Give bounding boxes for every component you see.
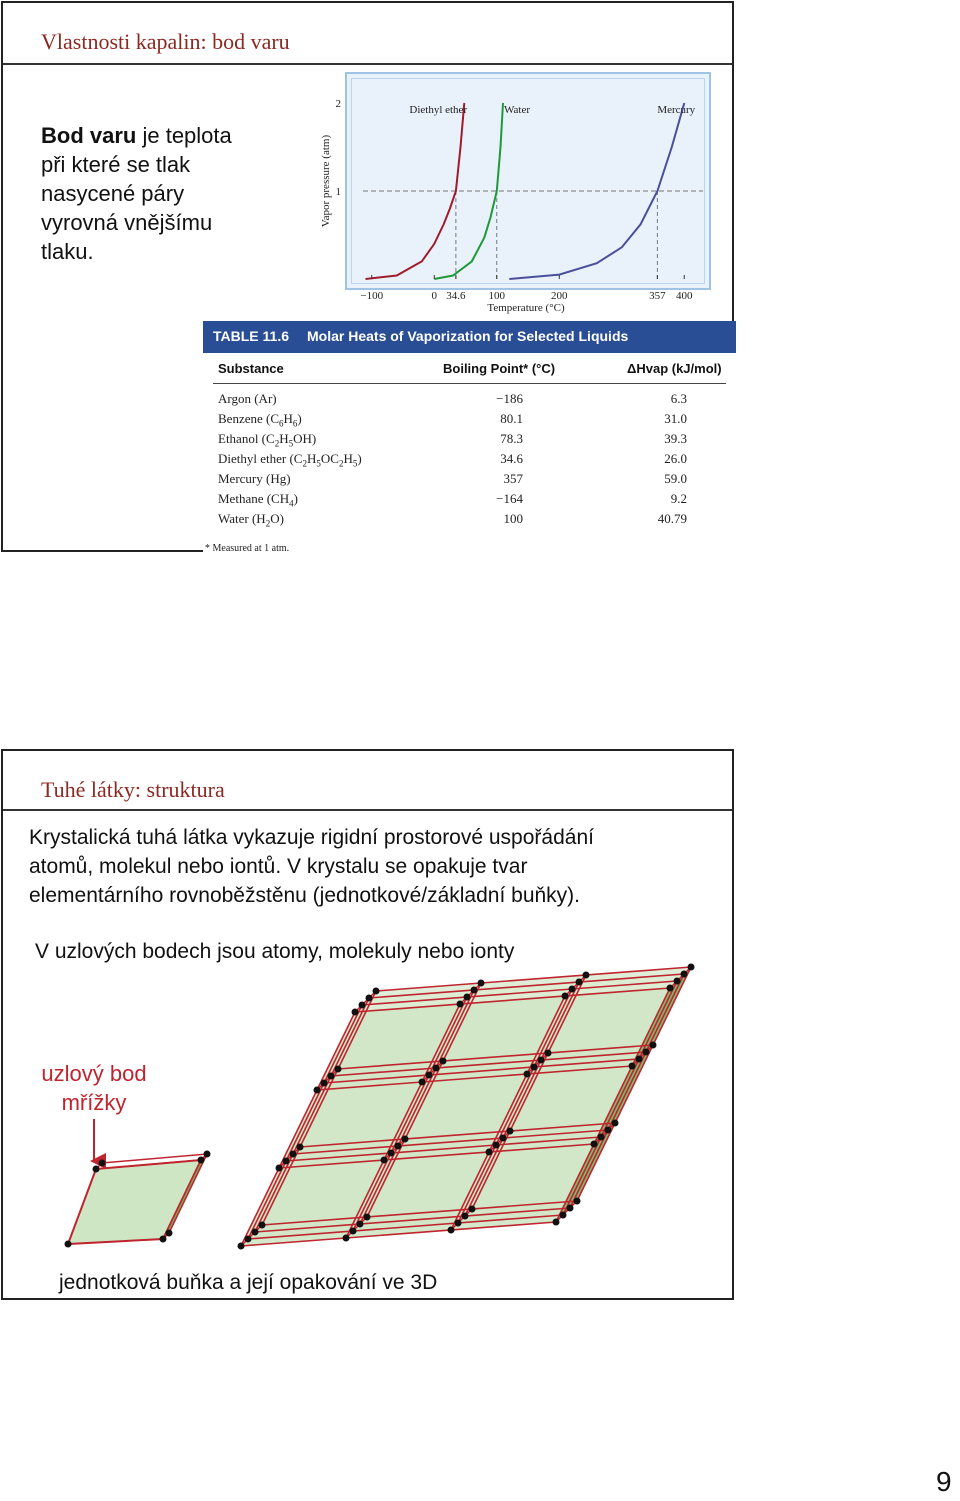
lattice-node	[560, 1212, 567, 1219]
slide-solid-structure	[1, 749, 734, 1300]
lattice-node	[605, 1127, 612, 1134]
cell-dhvap: 6.3	[670, 391, 687, 406]
lattice-node	[486, 1149, 493, 1156]
paragraph-line-3: elementárního rovnoběžstěnu (jednotkové/základní buňky).	[29, 884, 581, 907]
lattice-node	[366, 995, 373, 1002]
lattice-node	[99, 1160, 106, 1167]
lattice-node	[419, 1079, 426, 1086]
table-footnote: * Measured at 1 atm.	[205, 543, 290, 554]
cell-substance: Argon (Ar)	[218, 391, 277, 406]
vaporization-table	[203, 321, 736, 553]
x-tick-label: 357	[649, 290, 666, 302]
lattice-node	[259, 1222, 266, 1229]
lattice-node	[350, 1228, 357, 1235]
lattice-node	[448, 1227, 455, 1234]
lattice-node	[204, 1151, 211, 1158]
y-axis-label: Vapor pressure (atm)	[320, 134, 332, 228]
col-header-dhvap: ΔHvap (kJ/mol)	[627, 361, 722, 376]
lattice-node	[198, 1157, 205, 1164]
definition-line-4: vyrovná vnějšímu	[41, 210, 213, 235]
y-tick-label: 2	[335, 98, 341, 110]
cell-dhvap: 59.0	[664, 471, 687, 486]
series-label: Mercury	[657, 104, 696, 116]
cell-substance: Diethyl ether $(C_2H_5OC_2H_5)$	[218, 451, 362, 469]
x-tick-label: −100	[360, 290, 384, 302]
lattice-caption: jednotková buňka a její opakování ve 3D	[59, 1271, 438, 1294]
lattice-node	[290, 1151, 297, 1158]
lattice-block	[238, 964, 695, 1250]
cell-boiling-point: −164	[496, 491, 523, 506]
page-number: 9	[936, 1466, 952, 1497]
lattice-node	[314, 1087, 321, 1094]
lattice-node	[493, 1142, 500, 1149]
lattice-node	[395, 1143, 402, 1150]
lattice-node	[160, 1236, 167, 1243]
lattice-node	[629, 1063, 636, 1070]
cell-dhvap: 9.2	[670, 491, 687, 506]
lattice-node	[402, 1136, 409, 1143]
x-tick-label: 34.6	[446, 290, 466, 302]
lattice-node	[650, 1042, 657, 1049]
lattice-node	[373, 988, 380, 995]
x-tick-label: 100	[488, 290, 505, 302]
lattice-node	[433, 1065, 440, 1072]
lattice-node	[667, 985, 674, 992]
definition-line-1: je teplota	[136, 123, 232, 148]
lattice-node	[238, 1243, 245, 1250]
cell-boiling-point: 78.3	[500, 431, 523, 446]
cell-dhvap: 26.0	[664, 451, 687, 466]
cell-boiling-point: 100	[503, 511, 523, 526]
cell-boiling-point: 357	[503, 471, 523, 486]
lattice-node	[576, 979, 583, 986]
definition-term: Bod varu	[41, 123, 137, 148]
lattice-node	[500, 1135, 507, 1142]
lattice-node	[455, 1220, 462, 1227]
cell-dhvap: 40.79	[657, 511, 687, 526]
lattice-node	[471, 987, 478, 994]
lattice-node	[457, 1001, 464, 1008]
lattice-node	[357, 1221, 364, 1228]
definition-line-2: při které se tlak	[41, 152, 191, 177]
lattice-node	[283, 1158, 290, 1165]
lattice-node	[245, 1236, 252, 1243]
lattice-node	[545, 1050, 552, 1057]
lattice-node	[93, 1166, 100, 1173]
slide-title: Vlastnosti kapalin: bod varu	[41, 29, 290, 54]
lattice-node	[643, 1049, 650, 1056]
lattice-node	[478, 980, 485, 987]
slide-title: Tuhé látky: struktura	[41, 777, 225, 802]
table-header-bar	[203, 321, 736, 353]
x-tick-label: 0	[431, 290, 437, 302]
lattice-node	[252, 1229, 259, 1236]
lattice-node	[524, 1071, 531, 1078]
vapor-pressure-chart	[3, 3, 736, 321]
definition-line-3: nasycené páry	[41, 181, 185, 206]
lattice-node	[297, 1144, 304, 1151]
col-header-boiling-point: Boiling Point* (°C)	[443, 361, 556, 376]
lattice-node	[674, 978, 681, 985]
cell-substance: Ethanol $(C_2H_5OH)$	[218, 431, 317, 449]
paragraph-line-2: atomů, molekul nebo iontů. V krystalu se opakuje tvar	[29, 855, 528, 878]
lattice-node	[538, 1057, 545, 1064]
col-header-substance: Substance	[218, 361, 284, 376]
lattice-node	[469, 1206, 476, 1213]
unit-cell	[65, 1151, 211, 1248]
series-label: Water	[504, 104, 530, 116]
lattice-node	[381, 1157, 388, 1164]
cell-boiling-point: 80.1	[500, 411, 523, 426]
lattice-node	[567, 1205, 574, 1212]
x-tick-label: 200	[551, 290, 568, 302]
lattice-node	[598, 1134, 605, 1141]
lattice-node	[426, 1072, 433, 1079]
cell-boiling-point: 34.6	[500, 451, 523, 466]
lattice-node	[553, 1219, 560, 1226]
slide-boiling-point	[1, 1, 734, 552]
lattice-node	[681, 971, 688, 978]
cell-dhvap: 39.3	[664, 431, 687, 446]
lattice-node	[335, 1066, 342, 1073]
cell-substance: Water $(H_2O)$	[218, 511, 284, 529]
definition-line-5: tlaku.	[41, 239, 94, 264]
lattice-node	[359, 1002, 366, 1009]
lattice-node	[321, 1080, 328, 1087]
cell-substance: Benzene $(C_6H_6)$	[218, 411, 302, 429]
lattice-node	[531, 1064, 538, 1071]
lattice-node	[562, 993, 569, 1000]
crystal-lattice-illustration	[3, 751, 736, 1302]
y-tick-label: 1	[335, 186, 341, 198]
lattice-node	[464, 994, 471, 1001]
cell-dhvap: 31.0	[664, 411, 687, 426]
series-label: Diethyl ether	[409, 104, 468, 116]
cell-substance: Methane $(CH_4)$	[218, 491, 298, 509]
x-tick-label: 400	[676, 290, 693, 302]
paragraph-line-1: Krystalická tuhá látka vykazuje rigidní prostorové uspořádání	[29, 826, 594, 849]
table-rule	[213, 383, 726, 384]
lattice-node	[569, 986, 576, 993]
table-caption: Molar Heats of Vaporization for Selected Liquids	[307, 328, 629, 344]
lattice-node	[65, 1241, 72, 1248]
lattice-node	[612, 1120, 619, 1127]
lattice-node	[388, 1150, 395, 1157]
lattice-node	[507, 1128, 514, 1135]
lattice-node	[276, 1165, 283, 1172]
lattice-node	[591, 1141, 598, 1148]
lattice-node	[343, 1235, 350, 1242]
lattice-node	[440, 1058, 447, 1065]
lattice-node	[688, 964, 695, 971]
lattice-node	[462, 1213, 469, 1220]
node-label-line-2: mřížky	[61, 1090, 127, 1115]
lattice-node	[574, 1198, 581, 1205]
lattice-node	[636, 1056, 643, 1063]
lattice-node	[364, 1214, 371, 1221]
nodes-sentence: V uzlových bodech jsou atomy, molekuly nebo ionty	[35, 940, 515, 963]
cell-substance: Mercury (Hg)	[218, 471, 291, 486]
lattice-node	[583, 972, 590, 979]
lattice-node	[166, 1230, 173, 1237]
x-axis-label: Temperature (°C)	[487, 302, 565, 314]
cell-boiling-point: −186	[496, 391, 523, 406]
lattice-node	[352, 1009, 359, 1016]
node-label-line-1: uzlový bod	[41, 1061, 147, 1086]
table-tag: TABLE 11.6	[213, 328, 289, 344]
lattice-node	[328, 1073, 335, 1080]
